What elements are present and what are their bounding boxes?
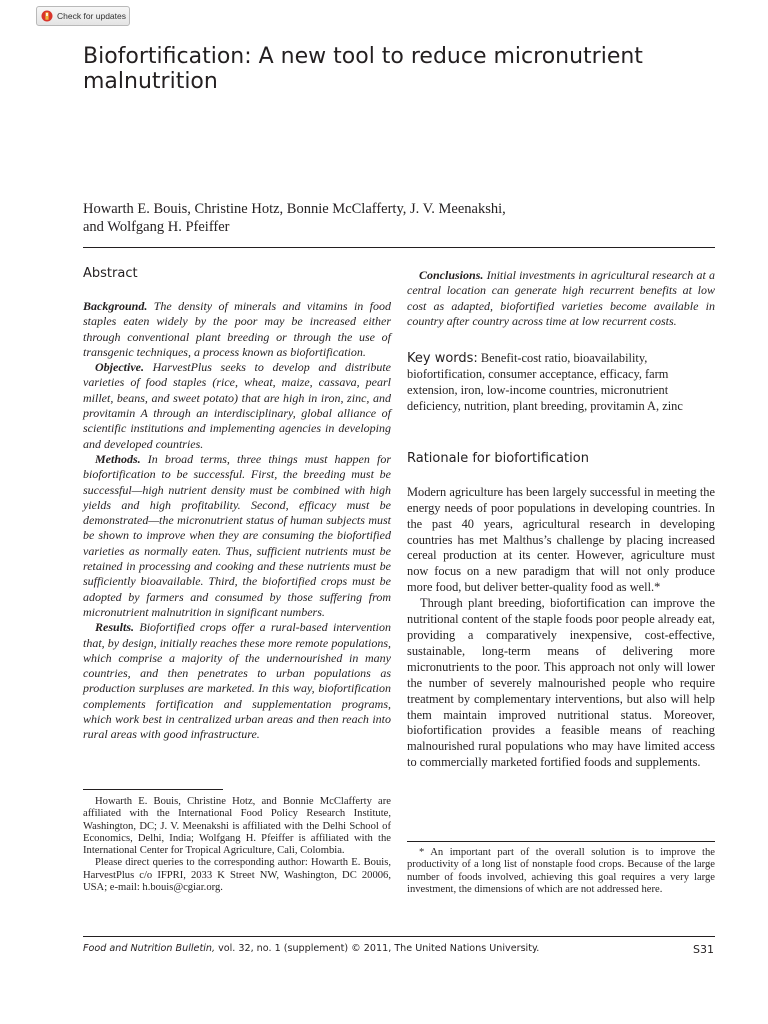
authors-line-2: and Wolfgang H. Pfeiffer bbox=[83, 219, 230, 235]
header-divider bbox=[83, 247, 715, 248]
author-list bbox=[83, 200, 713, 236]
asterisk-note: * An important part of the overall solution is to improve the productivity of a long list of nonstaple food crops. Because of the large number of foods involved, achieving this goal requires a very large investment, the dimensions of which are not addressed here. bbox=[407, 847, 715, 895]
journal-name: Food and Nutrition Bulletin, bbox=[83, 943, 216, 954]
keywords-text: Benefit-cost ratio, bioavailability, biofortification, consumer acceptance, efficacy, farm extension, iron, low-income countries, micronutrient deficiency, nutrition, plant breeding, provitamin A, zinc bbox=[407, 351, 683, 413]
authors-line-1: Howarth E. Bouis, Christine Hotz, Bonnie McClafferty, J. V. Meenakshi, bbox=[83, 201, 506, 217]
asterisk-footnote bbox=[407, 847, 715, 896]
author-affiliation-footnote bbox=[83, 796, 391, 894]
abstract-objective: Objective. HarvestPlus seeks to develop and distribute varieties of food staples (rice, wheat, maize, cassava, pearl millet, beans, and sweet potato) that are high in iron, zinc, and provitamin A through an interdisciplinary, global alliance of scientific institutions and implementing agencies in developing and developed countries. bbox=[83, 360, 392, 451]
abstract-methods: Methods. In broad terms, three things must happen for biofortification to be successful. First, the breeding must be successful—high nutrient density must be combined with high yields and high profitability. Second, efficacy must be demonstrated—the micronutrient status of human subjects must be shown to improve when they are consuming the biofortified varieties as normally eaten. Thus, sufficient nutrients must be retained in processing and cooking and these nutrients must be sufficiently bioavailable. Third, the biofortified crops must be adopted by farmers and consumed by those suffering from micronutrient malnutrition in significant numbers. bbox=[83, 451, 391, 619]
check-for-updates-label: Check for updates bbox=[57, 11, 126, 21]
page-number: S31 bbox=[693, 943, 714, 956]
check-for-updates-button[interactable] bbox=[36, 6, 130, 26]
keywords bbox=[407, 351, 715, 415]
rationale-heading: Rationale for biofortification bbox=[407, 450, 589, 466]
abstract-background: Background. The density of minerals and vitamins in food staples eaten widely by the poor may be increased either through conventional plant breeding or through the use of transgenic techniques, a process known as biofortification. bbox=[83, 299, 392, 359]
journal-issue: vol. 32, no. 1 (supplement) © 2011, The United Nations University. bbox=[215, 943, 540, 954]
correspondence-note: Please direct queries to the corresponding author: Howarth E. Bouis, HarvestPlus c/o IFPRI, 2033 K Street NW, Washington, DC 20006, USA; e-mail: h.bouis@cgiar.org. bbox=[83, 857, 391, 894]
journal-citation bbox=[83, 943, 539, 954]
footer-divider bbox=[83, 936, 715, 937]
footnote-divider-left bbox=[83, 789, 223, 790]
footnote-divider-right bbox=[407, 841, 715, 842]
abstract-results: Results. Biofortified crops offer a rural-based intervention that, by design, initially reaches these more remote populations, which comprise a majority of the undernourished in many countries, and then penetrates to urban populations as production surpluses are marketed. In this way, biofortification complements fortification and supplementation programs, which work best in centralized urban areas and then reach into rural areas with good infrastructure. bbox=[83, 620, 391, 742]
rationale-paragraph-1: Modern agriculture has been largely successful in meeting the energy needs of poor populations in developing countries. In the past 40 years, agricultural research in developing countries has met Malthus’s challenge by placing increased cereal production at its center. However, agriculture must now focus on a new paradigm that will not only produce more food, but deliver better-quality food as well.* bbox=[407, 484, 715, 595]
rationale-paragraph-2: Through plant breeding, biofortification can improve the nutritional content of the staple foods poor people already eat, providing a comparatively inexpensive, cost-effective, sustainable, long-term means of delivering more micronutrients to the poor. This approach not only will lower the number of severely malnourished people who require treatment by complementary interventions, but also will help them maintain improved nutritional status. Moreover, biofortification provides a feasible means of reaching malnourished rural populations who may have limited access to commercially marketed fortified foods and supplements. bbox=[407, 596, 715, 770]
article-title: Biofortification: A new tool to reduce micronutrient malnutrition bbox=[83, 44, 643, 94]
affiliation-note: Howarth E. Bouis, Christine Hotz, and Bonnie McClafferty are affiliated with the International Food Policy Research Institute, Washington, DC; J. V. Meenakshi is affiliated with the Delhi School of Economics, Delhi, India; Wolfgang H. Pfeiffer is affiliated with the International Center for Tropical Agriculture, Cali, Colombia. bbox=[83, 796, 391, 857]
left-column bbox=[83, 266, 391, 743]
abstract-heading: Abstract bbox=[83, 266, 138, 281]
abstract-conclusions: Conclusions. Initial investments in agricultural research at a central location can generate high recurrent benefits at low cost as adapted, biofortified varieties become available in country after country across time at low recurrent costs. bbox=[407, 268, 716, 328]
crossmark-icon bbox=[41, 10, 53, 22]
keywords-label: Key words: bbox=[407, 351, 478, 367]
right-column bbox=[407, 268, 715, 771]
